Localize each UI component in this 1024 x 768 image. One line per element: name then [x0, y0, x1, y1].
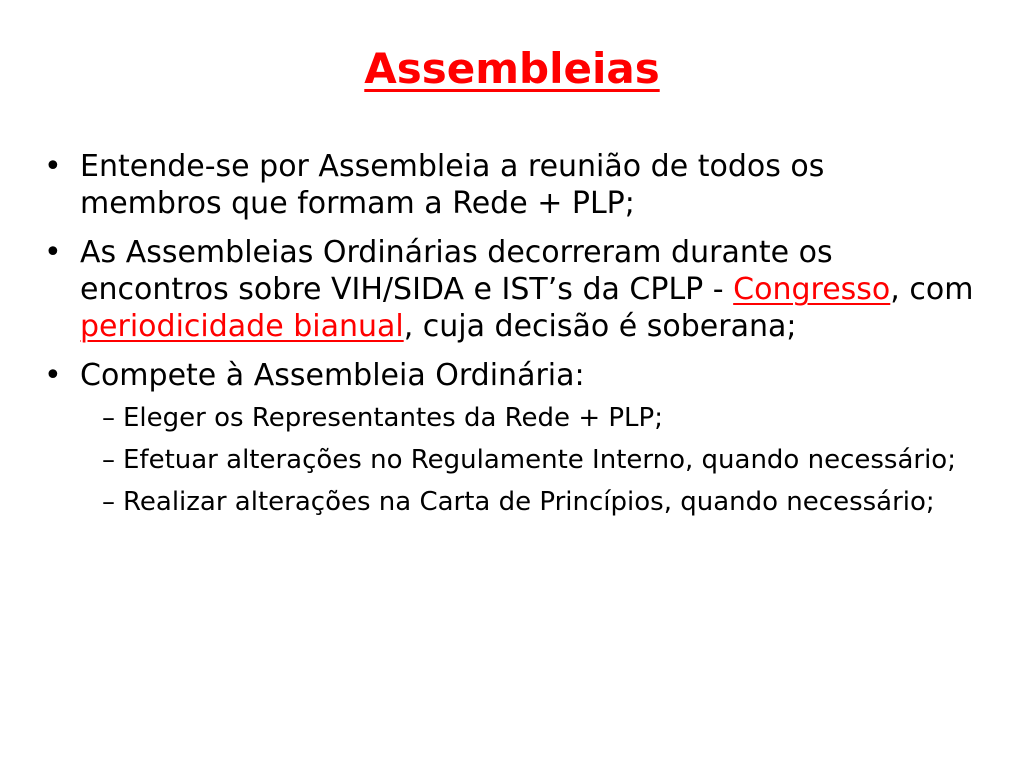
dash-icon: –: [102, 403, 115, 433]
bullet-icon: •: [44, 358, 62, 393]
subitem-text-1: Eleger os Representantes da Rede + PLP;: [123, 403, 663, 433]
bullet-icon: •: [44, 235, 62, 270]
bullet-item-1: [44, 148, 974, 222]
slide-title: Assembleias: [364, 44, 660, 93]
bullet-icon: •: [44, 149, 62, 184]
slide-content: [44, 148, 974, 528]
subitem-text-3: Realizar alterações na Carta de Princípios, quando necessário;: [123, 487, 935, 517]
bullet-text-1: Entende-se por Assembleia a reunião de todos os membros que formam a Rede + PLP;: [80, 149, 825, 221]
bullet-text-3: Compete à Assembleia Ordinária:: [80, 358, 585, 393]
subitem-3: [102, 486, 974, 518]
highlight-periodicidade: periodicidade bianual: [80, 309, 404, 344]
subitem-text-2: Efetuar alterações no Regulamente Interno, quando necessário;: [123, 445, 956, 475]
bullet-text-2-after: , cuja decisão é soberana;: [403, 309, 797, 344]
bullet-item-2: [44, 234, 974, 345]
subitem-1: [102, 402, 974, 434]
bullet-item-3: [44, 357, 974, 394]
dash-icon: –: [102, 445, 115, 475]
highlight-congresso: Congresso: [733, 272, 891, 307]
subitem-2: [102, 444, 974, 476]
bullet-text-2-middle: , com: [890, 272, 974, 307]
bullet-text-2-before: As Assembleias Ordinárias decorreram durante os encontros sobre VIH/SIDA e IST’s da CPLP -: [80, 235, 833, 307]
dash-icon: –: [102, 487, 115, 517]
